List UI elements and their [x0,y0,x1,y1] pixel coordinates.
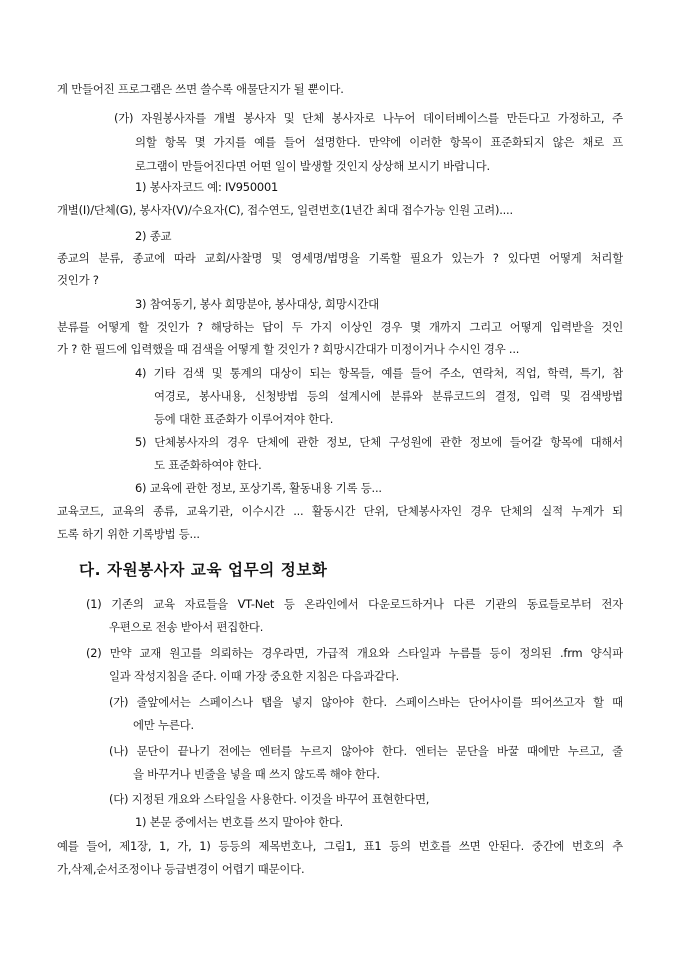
paragraph-line: 게 만들어진 프로그램은 쓰면 쓸수록 애물단지가 될 뿐이다. [57,82,344,96]
list-item-label: 6) 교육에 관한 정보, 포상기록, 활동내용 기록 등... [135,481,382,495]
paragraph-line: 일과 작성지침을 준다. 이때 가장 중요한 지침은 다음과같다. [109,669,400,683]
paragraph-line: 종교의 분류, 종교에 따라 교회/사찰명 및 영세명/법명을 기록할 필요가 있는가 ? 있다면 어떻게 처리할 [57,251,623,265]
paragraph-line: 분류를 어떻게 할 것인가 ? 해당하는 답이 두 가지 이상인 경우 몇 개까지 그리고 어떻게 입력받을 것인 [57,320,623,334]
list-item-label: 2) 종교 [135,229,172,243]
paragraph-line: 것인가 ? [57,273,99,287]
list-item-label: 1) 봉사자코드 예: IV950001 [135,180,279,194]
paragraph-line: 도 표준화하여야 한다. [154,458,262,472]
paragraph-line: 개별(I)/단체(G), 봉사자(V)/수요자(C), 접수연도, 일련번호(1년간 최대 접수가능 인원 고려).... [57,203,513,217]
paragraph-line: 을 바꾸거나 빈줄을 넣을 때 쓰지 않도록 해야 한다. [133,767,380,781]
paragraph-line: 가 ? 한 필드에 입력했을 때 검색을 어떻게 할 것인가 ? 희망시간대가 미정이거나 수시인 경우 ... [57,342,520,356]
list-item-label: 3) 참여동기, 봉사 희망분야, 봉사대상, 희망시간대 [135,297,379,311]
paragraph-line: 예를 들어, 제1장, 1, 가, 1) 등등의 제목번호나, 그림1, 표1 등의 번호를 쓰면 안된다. 중간에 번호의 추 [57,839,623,853]
paragraph-line: 우편으로 전송 받아서 편집한다. [109,620,264,634]
paragraph-line: 로그램이 만들어진다면 어떤 일이 발생할 것인지 상상해 보시기 바랍니다. [135,159,490,173]
list-item-label: 1) 본문 중에서는 번호를 쓰지 말아야 한다. [135,815,344,829]
paragraph-line: 등에 대한 표준화가 이루어져야 한다. [154,412,334,426]
paragraph-line: (가) 자원봉사자를 개별 봉사자 및 단체 봉사자로 나누어 데이터베이스를 만든다고 가정하고, 주 [114,111,623,125]
paragraph-line: (1) 기존의 교육 자료들을 VT-Net 등 온라인에서 다운로드하거나 다른 기관의 동료들로부터 전자 [86,597,623,611]
paragraph-line: (다) 지정된 개요와 스타일을 사용한다. 이것을 바꾸어 표현한다면, [109,792,430,806]
paragraph-line: 에만 누른다. [133,718,194,732]
paragraph-line: 가,삭제,순서조정이나 등급변경이 어렵기 때문이다. [57,862,305,876]
list-item-label: 4) 기타 검색 및 통계의 대상이 되는 항목들, 예를 들어 주소, 연락처, 직업, 학력, 특기, 참 [135,366,623,380]
paragraph-line: (2) 만약 교재 원고를 의뢰하는 경우라면, 가급적 개요와 스타일과 누름틀 등이 정의된 .frm 양식파 [86,646,623,660]
paragraph-line: (나) 문단이 끝나기 전에는 엔터를 누르지 않아야 한다. 엔터는 문단을 바꿀 때에만 누르고, 줄 [109,744,623,758]
paragraph-line: (가) 줄앞에서는 스페이스나 탭을 넣지 않아야 한다. 스페이스바는 단어사이를 띄어쓰고자 할 때 [109,695,623,709]
paragraph-line: 교육코드, 교육의 종류, 교육기관, 이수시간 ... 활동시간 단위, 단체봉사자인 경우 단체의 실적 누계가 되 [57,504,623,518]
section-heading: 다. 자원봉사자 교육 업무의 정보화 [79,561,328,579]
list-item-label: 5) 단체봉사자의 경우 단체에 관한 정보, 단체 구성원에 관한 정보에 들어갈 항목에 대해서 [135,435,623,449]
paragraph-line: 여경로, 봉사내용, 신청방법 등의 설계시에 분류와 분류코드의 결정, 입력 및 검색방법 [154,389,623,403]
paragraph-line: 도록 하기 위한 기록방법 등... [57,527,200,541]
paragraph-line: 의할 항목 몇 가지를 예를 들어 설명한다. 만약에 이러한 항목이 표준화되지 않은 채로 프 [135,135,623,149]
